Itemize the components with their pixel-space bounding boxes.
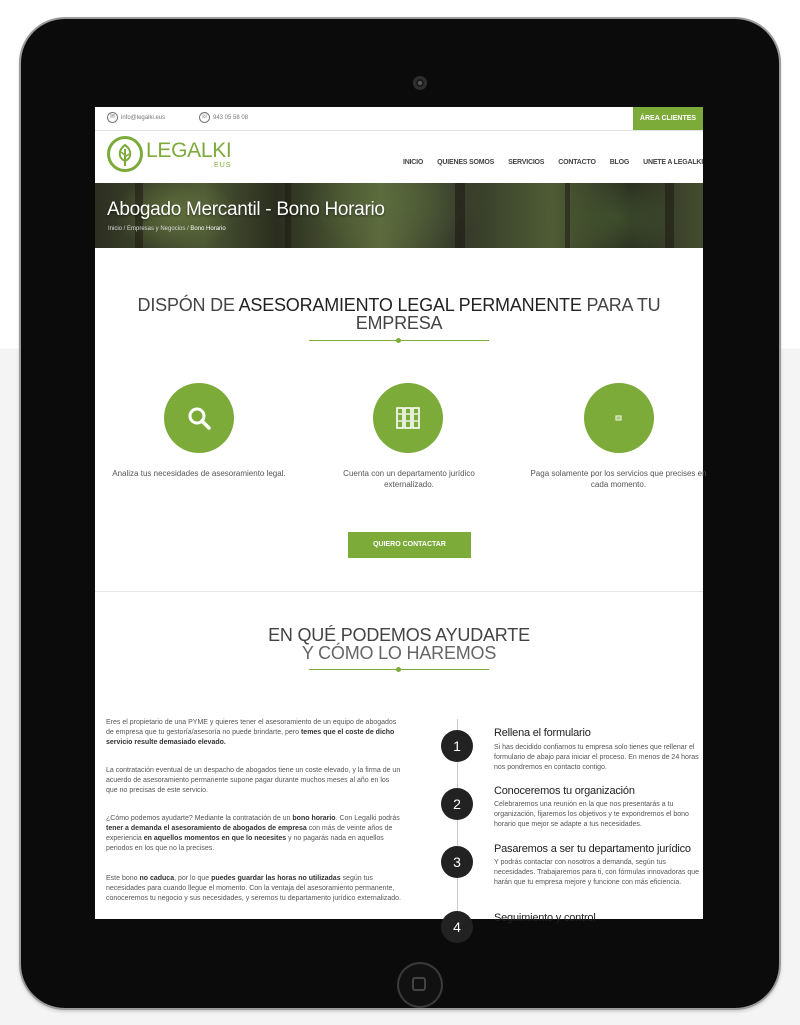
- paragraph-text: . Con Legalki podrás: [335, 815, 400, 822]
- phone-text: 943 05 58 08: [213, 114, 249, 121]
- paragraph-text: con más de veinte años de experiencia: [106, 825, 393, 842]
- section1-divider: [309, 340, 489, 341]
- section1-title-part: DISPÓN DE: [137, 295, 239, 315]
- paragraph-text: Este bono: [106, 875, 140, 882]
- paragraph-text: según tus necesidades para cuando llegue el momento. Con la ventaja del asesoramiento permanente, conoceremos tu negocio y sus necesidades, y seremos tu departamento jurídico externalizado.: [106, 875, 401, 902]
- feature-text: Analiza tus necesidades de asesoramiento legal.: [112, 469, 286, 478]
- section1-title: [95, 296, 703, 332]
- website-screen: [95, 107, 707, 935]
- home-button[interactable]: [397, 962, 443, 1008]
- paragraph-text: ¿Cómo podemos ayudarte? Mediante la contratación de un: [106, 815, 293, 822]
- step-title: Seguimiento y control: [494, 912, 596, 924]
- feature-text: Paga solamente por los servicios que precises en cada momento.: [530, 469, 707, 489]
- step-number-3: 3: [441, 846, 473, 878]
- step-number-1: 1: [441, 730, 473, 762]
- banner-tree-decoration: [455, 183, 465, 248]
- phone-icon: ☏: [199, 112, 210, 123]
- paragraph-bold: no caduca: [139, 875, 175, 882]
- paragraph-bold: en aquellos momentos en que lo necesites: [143, 835, 287, 842]
- binders-icon: [395, 405, 421, 431]
- phone-contact[interactable]: [199, 112, 248, 123]
- feature-binders-circle: [373, 383, 443, 453]
- logo-wordmark: LEGALKI: [146, 138, 232, 162]
- logo[interactable]: [107, 136, 231, 172]
- banner-tree-decoration: [565, 183, 570, 248]
- step-title: Pasaremos a ser tu departamento jurídico: [494, 843, 691, 855]
- section1-title-highlight: ASESORAMIENTO LEGAL PERMANENTE: [238, 295, 582, 315]
- payment-icon: [606, 405, 632, 431]
- top-info-bar: [95, 107, 703, 131]
- search-icon: [186, 405, 212, 431]
- step-text: Y podrás contactar con nosotros a demanda, según tus necesidades. Trabajaremos para ti, con fórmulas innovadoras que harán que tu empresa mejore y funcione con más eficiencia.: [494, 859, 700, 886]
- paragraph-bold: tener a demanda el asesoramiento de abogados de empresa: [106, 825, 307, 832]
- section-separator: [95, 591, 703, 592]
- step-number-4: 4: [441, 911, 473, 943]
- logo-leaf-icon: [107, 136, 143, 172]
- mail-icon: ✉: [107, 112, 118, 123]
- paragraph-bold: puedes guardar las horas no utilizadas: [211, 875, 341, 882]
- paragraph-bold: bono horario: [292, 815, 336, 822]
- main-menu: [403, 159, 703, 166]
- bono-paragraph: [106, 874, 401, 904]
- client-area-button[interactable]: ÁREA CLIENTES: [633, 107, 703, 130]
- menu-item-inicio[interactable]: INICIO: [402, 159, 424, 166]
- email-contact[interactable]: [107, 112, 165, 123]
- step-title: Rellena el formulario: [494, 727, 591, 739]
- menu-item-servicios[interactable]: SERVICIOS: [508, 159, 545, 166]
- logo-suffix: .EUS: [211, 161, 232, 169]
- logo-text: [146, 140, 231, 169]
- section2-title-line2: Y CÓMO LO HAREMOS: [301, 643, 497, 663]
- camera-icon: [413, 76, 427, 90]
- cost-paragraph: La contratación eventual de un despacho de abogados tiene un coste elevado, y la firma de un acuerdo de asesoramiento permanente supone pagar durante muchos meses al año en los que no precisas de este servicio.: [106, 767, 401, 794]
- paragraph-text: y no pagarás nada en aquellos periodos en los que no la precises.: [106, 835, 384, 852]
- feature-search-circle: [164, 383, 234, 453]
- paragraph-text: Eres el propietario de una PYME y quieres tener el asesoramiento de un equipo de abogados de empresa que tu gestoría/asesoría no puede brindarte, pero: [106, 719, 397, 736]
- breadcrumb-current: Bono Horario: [190, 226, 226, 232]
- breadcrumb: [108, 226, 226, 232]
- contact-cta-button[interactable]: QUIERO CONTACTAR: [348, 532, 471, 558]
- step-number-2: 2: [441, 788, 473, 820]
- paragraph-bold: temes que el coste de dicho servicio resulte demasiado elevado.: [106, 729, 395, 746]
- menu-item-unete[interactable]: UNETE A LEGALKI: [643, 159, 703, 166]
- email-text: info@legalki.eus: [121, 114, 166, 121]
- step-title: Conoceremos tu organización: [494, 785, 635, 797]
- section1-title-part: PARA TU EMPRESA: [355, 295, 661, 333]
- feature-payment-circle: [584, 383, 654, 453]
- help-paragraph: [106, 814, 401, 854]
- step-text: Celebraremos una reunión en la que nos presentarás a tu organización, fijaremos los objetivos y te expondremos el bono horario que mejor se adapte a tus necesidades.: [494, 801, 689, 828]
- section2-divider: [309, 669, 489, 670]
- feature-text: Cuenta con un departamento jurídico externalizado.: [343, 469, 475, 489]
- page-banner: [95, 183, 703, 248]
- paragraph-text: , por lo que: [174, 875, 212, 882]
- intro-paragraph: [106, 718, 401, 748]
- main-navbar: [95, 131, 703, 183]
- page-title: Abogado Mercantil - Bono Horario: [107, 199, 385, 220]
- step-text: Si has decidido confiarnos tu empresa solo tienes que rellenar el formulario de abajo para iniciar el proceso. En menos de 24 horas nos pondremos en contacto contigo.: [494, 744, 699, 771]
- section2-title-line1: EN QUÉ PODEMOS AYUDARTE: [268, 625, 530, 645]
- menu-item-contacto[interactable]: CONTACTO: [558, 159, 596, 166]
- banner-tree-decoration: [665, 183, 674, 248]
- menu-item-quienes-somos[interactable]: QUIENES SOMOS: [437, 159, 495, 166]
- breadcrumb-path[interactable]: Inicio / Empresas y Negocios /: [108, 226, 191, 232]
- menu-item-blog[interactable]: BLOG: [609, 159, 630, 166]
